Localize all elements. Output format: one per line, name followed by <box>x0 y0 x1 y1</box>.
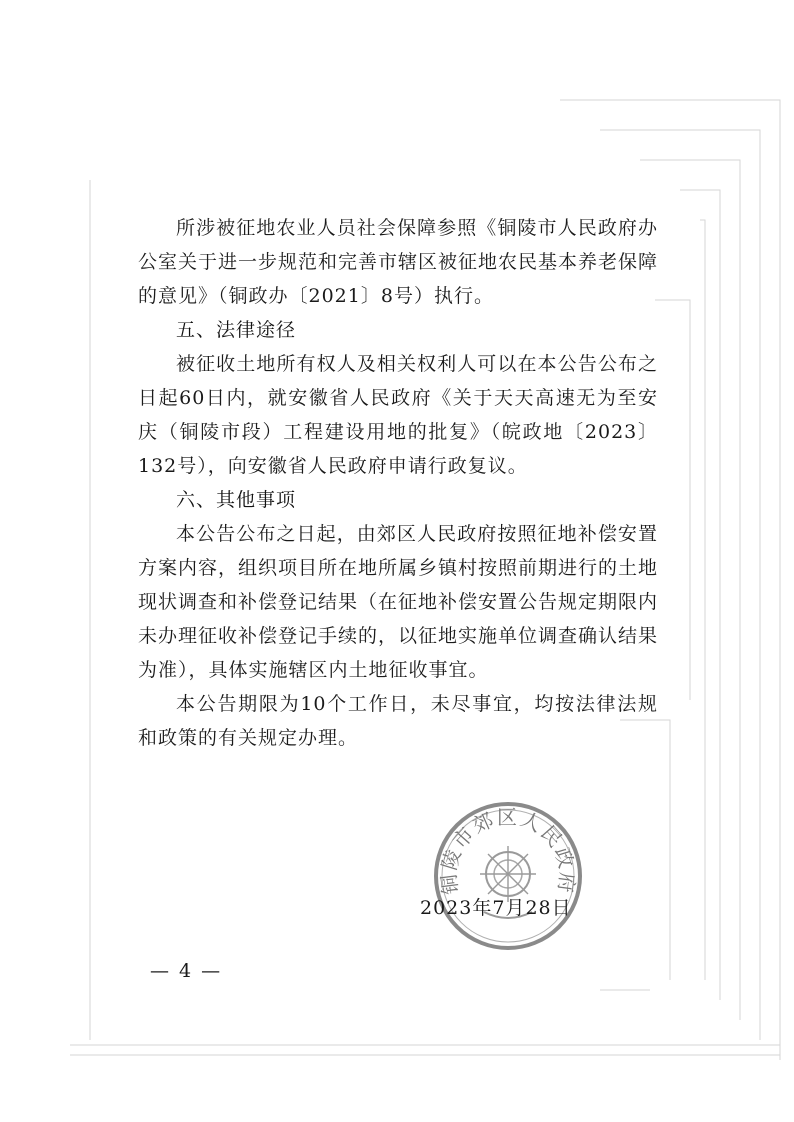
page-number: — 4 — <box>150 960 223 982</box>
paragraph-other: 本公告公布之日起，由郊区人民政府按照征地补偿安置方案内容，组织项目所在地所属乡镇村按照前期进行的土地现状调查和补偿登记结果（在征地补偿安置公告规定期限内未办理征收补偿登记手续的，以征地实施单位调查确认结果为准），具体实施辖区内土地征收事宜。 <box>138 523 659 681</box>
paragraph-social-security: 所涉被征地农业人员社会保障参照《铜陵市人民政府办公室关于进一步规范和完善市辖区被征地农民基本养老保障的意见》（铜政办〔2021〕8号）执行。 <box>138 217 659 307</box>
official-seal <box>432 800 584 952</box>
paragraph-period: 本公告期限为10个工作日，未尽事宜，均按法律法规和政策的有关规定办理。 <box>138 693 658 749</box>
section-heading-other: 六、其他事项 <box>176 489 297 511</box>
svg-text:铜陵市郊区人民政府: 铜陵市郊区人民政府 <box>436 805 580 896</box>
paragraph-legal: 被征收土地所有权人及相关权利人可以在本公告公布之日起60日内，就安徽省人民政府《关于天天高速无为至安庆（铜陵市段）工程建设用地的批复》（皖政地〔2023〕132号），向安徽省人民政府申请行政复议。 <box>138 353 658 477</box>
document-body <box>138 211 658 755</box>
section-heading-legal: 五、法律途径 <box>176 319 297 341</box>
issue-date: 2023年7月28日 <box>420 897 572 919</box>
